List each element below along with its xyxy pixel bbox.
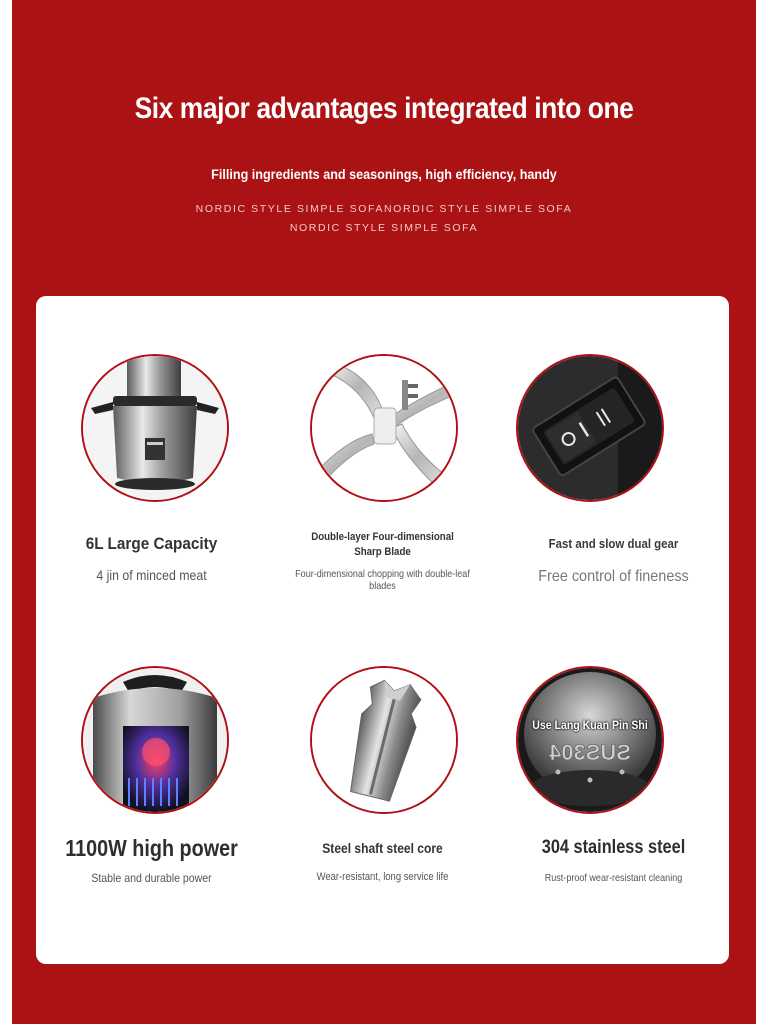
features-card	[36, 296, 729, 964]
page-title: Six major advantages integrated into one	[134, 92, 634, 125]
feature-title: 304 stainless steel	[541, 837, 686, 858]
tagline-line-1: NORDIC STYLE SIMPLE SOFANORDIC STYLE SIMPLE SOFA	[195, 203, 573, 215]
feature-description: Four-dimensional chopping with double-leaf blades	[295, 568, 470, 592]
image-overlay-text: Use Lang Kuan Pin Shi	[532, 718, 648, 732]
stainless-bowl-chopper-image	[81, 354, 229, 502]
feature-title: 1100W high power	[65, 835, 238, 861]
feature-description: Wear-resistant, long service life	[316, 871, 449, 883]
feature-title: Steel shaft steel core	[322, 840, 443, 856]
sus304-stamp: SUS304	[549, 740, 631, 765]
product-advantages-panel	[12, 0, 756, 1024]
feature-title: 6L Large Capacity	[85, 534, 218, 553]
four-blade-image	[310, 354, 458, 502]
steel-shaft-image	[310, 666, 458, 814]
page-subtitle: Filling ingredients and seasonings, high efficiency, handy	[211, 166, 557, 182]
feature-description: Free control of fineness	[538, 568, 689, 585]
motor-head-image	[81, 666, 229, 814]
rocker-switch-image	[516, 354, 664, 502]
feature-title: Double-layer Four-dimensional Sharp Blade	[311, 531, 454, 558]
feature-title: Fast and slow dual gear	[548, 536, 679, 551]
feature-description: Stable and durable power	[91, 871, 212, 885]
feature-description: 4 jin of minced meat	[96, 567, 207, 583]
sus304-bowl-bottom-image	[516, 666, 664, 814]
feature-description: Rust-proof wear-resistant cleaning	[544, 872, 683, 884]
tagline-line-2: NORDIC STYLE SIMPLE SOFA	[289, 222, 479, 234]
